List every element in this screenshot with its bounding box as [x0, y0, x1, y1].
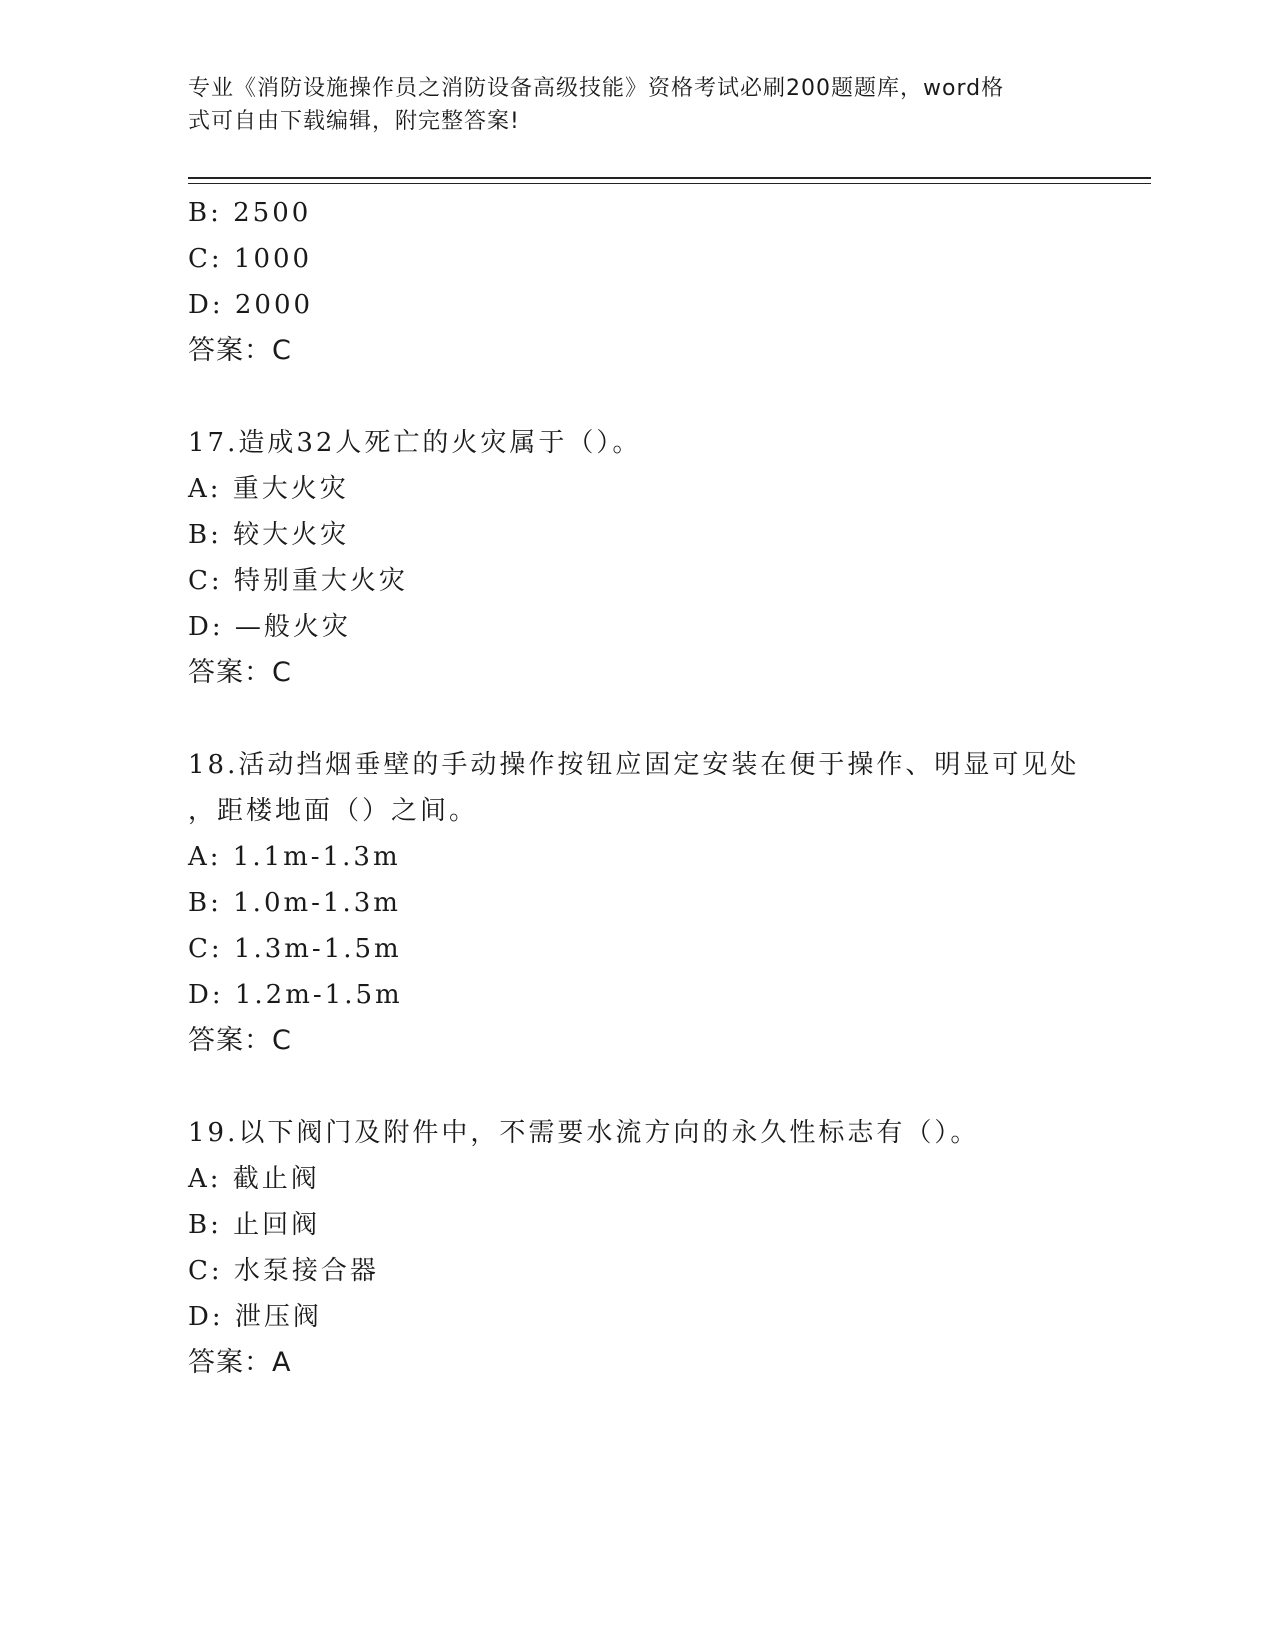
- header-rule-thick: [188, 177, 1151, 179]
- question-19: [188, 1110, 1088, 1386]
- question-list: [188, 190, 1088, 1386]
- option-d: D: 泄压阀: [188, 1302, 322, 1332]
- option-c: C: 1.3m-1.5m: [188, 934, 402, 964]
- option-d: D: —般火灾: [188, 612, 351, 642]
- option-b: B: 较大火灾: [188, 520, 350, 550]
- answer: 答案：C: [188, 1025, 292, 1056]
- option-b: B: 2500: [188, 198, 312, 228]
- spacer: [188, 696, 1088, 742]
- option-a: A: 截止阀: [188, 1164, 320, 1194]
- option-d: D: 1.2m-1.5m: [188, 980, 403, 1010]
- header-line-1: 专业《消防设施操作员之消防设备高级技能》资格考试必刷200题题库，word格: [188, 76, 1005, 101]
- spacer: [188, 1064, 1088, 1110]
- answer: 答案：C: [188, 657, 292, 688]
- answer: 答案：A: [188, 1347, 292, 1378]
- header-rule-thin: [188, 183, 1151, 184]
- question-stem-line-1: 18.活动挡烟垂壁的手动操作按钮应固定安装在便于操作、明显可见处: [188, 750, 1080, 780]
- option-a: A: 重大火灾: [188, 474, 349, 504]
- question-18: [188, 742, 1088, 1064]
- spacer: [188, 374, 1088, 420]
- question-17: [188, 420, 1088, 696]
- question-stem: 17.造成32人死亡的火灾属于（）。: [188, 428, 642, 458]
- option-c: C: 水泵接合器: [188, 1256, 379, 1286]
- header-line-2: 式可自由下载编辑，附完整答案!: [188, 109, 520, 134]
- question-16-tail: [188, 190, 1088, 374]
- option-c: C: 特别重大火灾: [188, 566, 408, 596]
- question-stem: 19.以下阀门及附件中，不需要水流方向的永久性标志有（）。: [188, 1118, 980, 1148]
- option-a: A: 1.1m-1.3m: [188, 842, 401, 872]
- option-c: C: 1000: [188, 244, 313, 274]
- option-d: D: 2000: [188, 290, 314, 320]
- question-stem-line-2: ，距楼地面（）之间。: [188, 796, 479, 826]
- option-b: B: 1.0m-1.3m: [188, 888, 401, 918]
- option-b: B: 止回阀: [188, 1210, 321, 1240]
- document-header: [188, 72, 1068, 138]
- answer: 答案：C: [188, 335, 292, 366]
